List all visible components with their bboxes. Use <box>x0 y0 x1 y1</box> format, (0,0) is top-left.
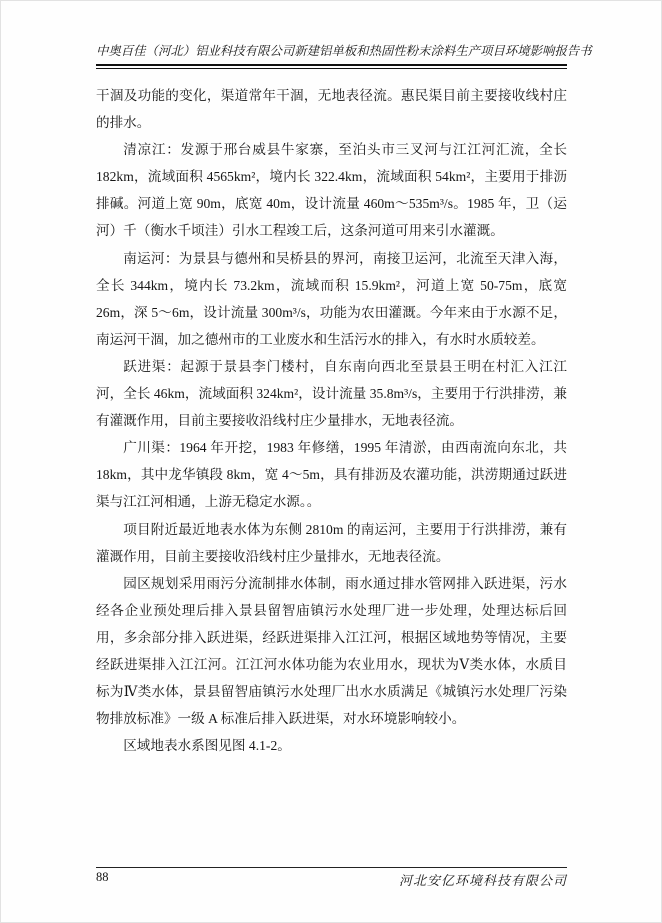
paragraph-qingliang-river: 清凉江：发源于邢台威县牛家寨，至泊头市三叉河与江江河汇流，全长 182km，流域面积 4565km²，境内长 322.4km，流域面积 54km²，主要用于排沥排碱。河道上宽 90m，底宽 40m，设计流量 460m～535m³/s。1985 年，卫（运河）千（衡水千顷洼）引水工程竣工后，这条河道可用来引水灌溉。 <box>96 142 567 239</box>
page-number: 88 <box>96 870 109 884</box>
paragraph-park-drainage-plan: 园区规划采用雨污分流制排水体制，雨水通过排水管网排入跃进渠，污水经各企业预处理后排入景县留智庙镇污水处理厂进一步处理，处理达标后回用，多余部分排入跃进渠，经跃进渠排入江江河，根据区域地势等情况，主要经跃进渠排入江江河。江江河水体功能为农业用水，现状为Ⅴ类水体，水质目标为Ⅳ类水体，景县留智庙镇污水处理厂出水水质满足《城镇污水处理厂污染物排放标准》一级 A 标准后排入跃进渠，对水环境影响较小。 <box>96 575 567 727</box>
paragraph-nanyun-river: 南运河：为景县与德州和吴桥县的界河，南接卫运河，北流至天津入海，全长 344km，境内长 73.2km，流域而积 15.9km²，河道上宽 50-75m，底宽 26m，深 5～6m，设计流量 300m³/s，功能为农田灌溉。今年来由于水源不足，南运河干涸，加之德州市的工业废水和生活污水的排入，有水时水质较差。 <box>96 250 567 347</box>
page-header <box>96 41 592 69</box>
paragraph-figure-reference: 区域地表水系图见图 4.1-2。 <box>123 738 291 754</box>
header-double-rule <box>96 64 567 69</box>
footer-company-name: 河北安亿环境科技有限公司 <box>398 873 567 888</box>
paragraph-yuejin-canal: 跃进渠：起源于景县李门楼村，自东南向西北至景县王明在村汇入江江河，全长 46km，流域面积 324km²，设计流量 35.8m³/s，主要用于行洪排涝，兼有灌溉作用，目前主要接收沿线村庄少量排水，无地表径流。 <box>96 358 567 429</box>
paragraph-guangchuan-canal: 广川渠：1964 年开挖，1983 年修缮，1995 年清淤，由西南流向东北，共 18km，其中龙华镇段 8km，宽 4～5m，具有排沥及农灌功能，洪涝期通过跃进渠与江江河相通，上游无稳定水源。。 <box>96 440 567 510</box>
paragraph-huimin-canal-continuation: 干涸及功能的变化，渠道常年干涸，无地表径流。惠民渠目前主要接收线村庄的排水。 <box>96 88 567 131</box>
paragraph-nearest-surface-water: 项目附近最近地表水体为东侧 2810m 的南运河，主要用于行洪排涝，兼有灌溉作用，目前主要接收沿线村庄少量排水，无地表径流。 <box>96 521 567 564</box>
page-footer <box>96 867 567 889</box>
document-body <box>96 82 567 759</box>
header-title: 中奥百佳（河北）铝业科技有限公司新建铝单板和热固性粉末涂料生产项目环境影响报告书 <box>96 44 592 58</box>
